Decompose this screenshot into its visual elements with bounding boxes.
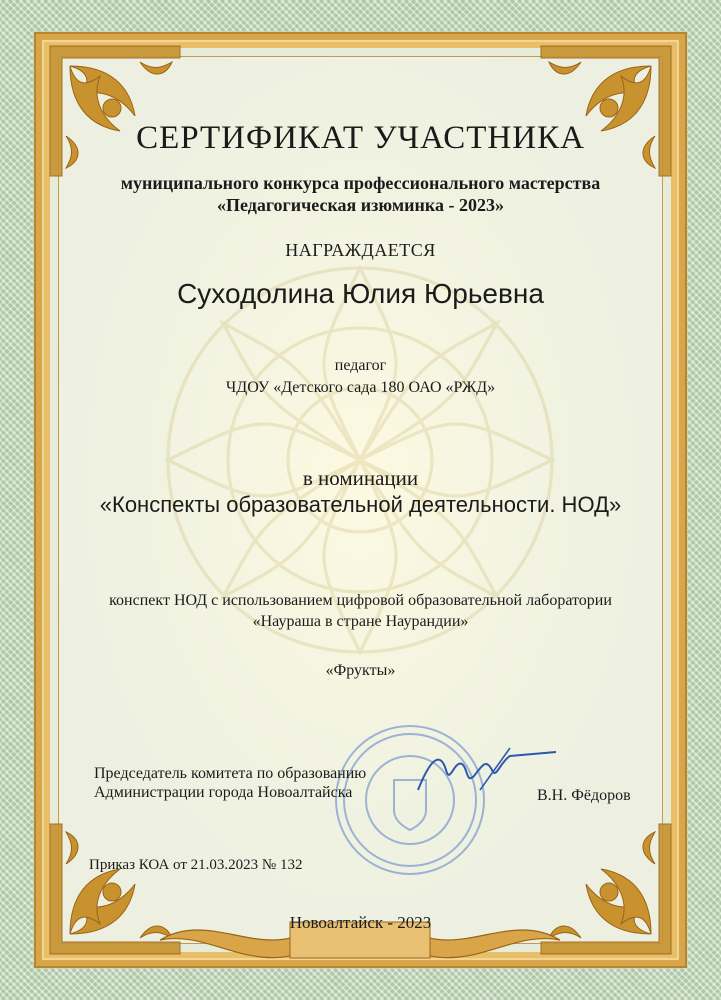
recipient-position: педагог: [334, 357, 387, 374]
order-reference: Приказ КОА от 21.03.2023 № 132: [89, 857, 303, 873]
work-line-1: конспект НОД с использованием цифровой образовательной лаборатории: [109, 592, 612, 609]
subtitle-line-1: муниципального конкурса профессионального мастерства: [120, 173, 601, 193]
work-description: [0, 590, 721, 632]
nomination-name: «Конспекты образовательной деятельности. НОД»: [99, 492, 622, 517]
chair-title: [94, 764, 366, 802]
ornament-corner-icon: [531, 36, 681, 186]
nomination-label: в номинации: [302, 466, 419, 490]
work-line-2: «Наураша в стране Наурандии»: [252, 613, 469, 630]
chair-line-1: Председатель комитета по образованию: [94, 765, 367, 782]
subtitle-line-2: «Педагогическая изюминка - 2023»: [216, 195, 505, 215]
recipient-name: Суходолина Юлия Юрьевна: [177, 278, 544, 309]
ornament-corner-icon: [40, 36, 190, 186]
recipient-role: [0, 355, 721, 399]
city-year: Новоалтайск - 2023: [289, 913, 432, 932]
signer-name: В.Н. Фёдоров: [537, 787, 631, 804]
certificate-title: СЕРТИФИКАТ УЧАСТНИКА: [136, 120, 585, 156]
awarded-label: НАГРАЖДАЕТСЯ: [285, 240, 436, 260]
chair-line-2: Администрации города Новоалтайска: [94, 784, 353, 801]
recipient-organization: ЧДОУ «Детского сада 180 ОАО «РЖД»: [225, 379, 496, 396]
contest-subtitle: [0, 172, 721, 216]
work-title: «Фрукты»: [325, 662, 396, 679]
ribbon-icon: [150, 900, 570, 980]
